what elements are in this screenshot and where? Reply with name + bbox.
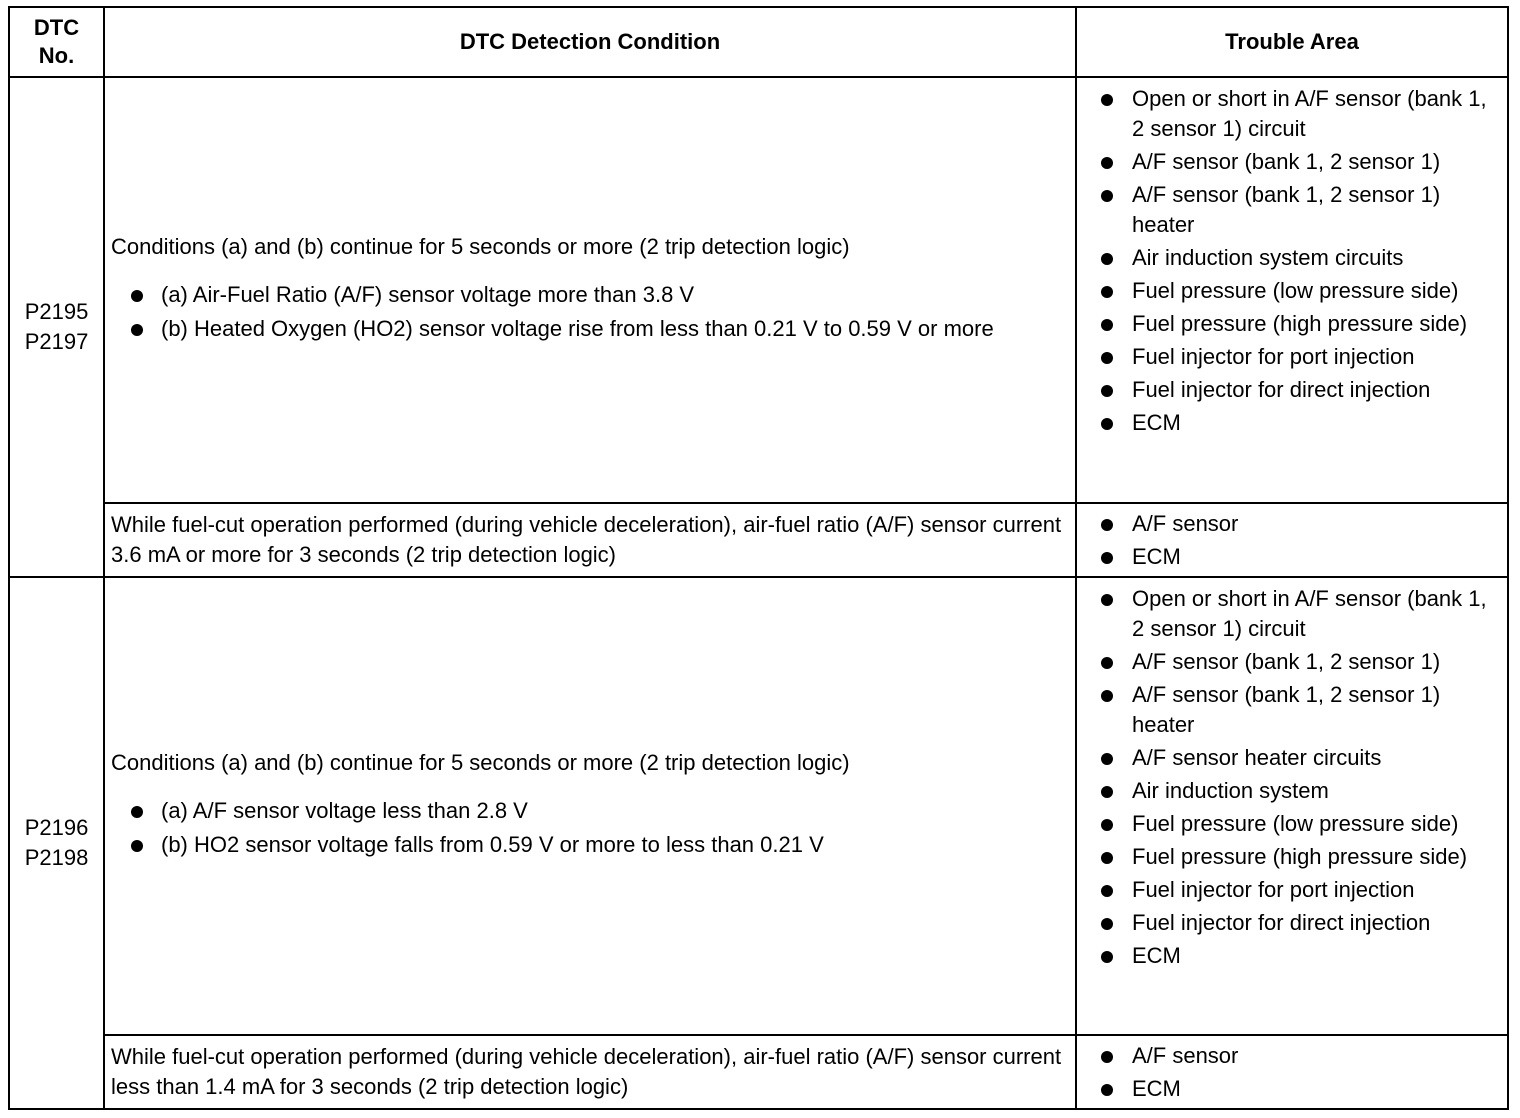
trouble-area-text: Fuel injector for direct injection [1132,377,1431,402]
dtc-table-container [8,6,1509,1110]
bullet-icon [1101,753,1113,765]
bullet-icon [1101,1051,1113,1063]
dtc-code: P2197 [24,329,89,354]
header-dtc-no [9,7,104,77]
condition-item [111,830,1069,860]
trouble-area-cell [1076,1035,1508,1109]
condition-item [111,280,1069,310]
detection-condition-cell [104,577,1076,1035]
trouble-area-text: A/F sensor (bank 1, 2 sensor 1) [1132,649,1441,674]
bullet-icon [1101,319,1113,331]
trouble-area-item [1077,243,1503,273]
bullet-icon [1101,786,1113,798]
bullet-icon [131,324,143,336]
table-row [9,77,1508,503]
trouble-area-cell [1076,77,1508,503]
trouble-area-item [1077,584,1503,644]
condition-item-text: (a) A/F sensor voltage less than 2.8 V [161,798,528,823]
trouble-area-text: Air induction system circuits [1132,245,1404,270]
trouble-area-text: Open or short in A/F sensor (bank 1, 2 sensor 1) circuit [1132,86,1487,141]
trouble-area-text: A/F sensor (bank 1, 2 sensor 1) heater [1132,682,1441,737]
bullet-icon [1101,352,1113,364]
condition-lead-text: Conditions (a) and (b) continue for 5 seconds or more (2 trip detection logic) [111,750,850,775]
table-row [9,577,1508,1035]
bullet-icon [1101,190,1113,202]
condition-item-text: (a) Air-Fuel Ratio (A/F) sensor voltage more than 3.8 V [161,282,695,307]
header-detection-condition: DTC Detection Condition [104,7,1076,77]
trouble-area-item [1077,908,1503,938]
bullet-icon [1101,852,1113,864]
trouble-area-cell [1076,577,1508,1035]
bullet-icon [1101,385,1113,397]
dtc-code: P2198 [24,845,89,870]
trouble-area-text: Fuel injector for port injection [1132,344,1415,369]
trouble-area-list [1077,584,1503,971]
trouble-area-cell [1076,503,1508,577]
trouble-area-text: Fuel pressure (low pressure side) [1132,278,1459,303]
condition-item-text: (b) HO2 sensor voltage falls from 0.59 V or more to less than 0.21 V [161,832,824,857]
trouble-area-text: A/F sensor heater circuits [1132,745,1382,770]
trouble-area-item [1077,743,1503,773]
dtc-code-cell [9,577,104,1109]
trouble-area-item [1077,842,1503,872]
trouble-area-item [1077,180,1503,240]
trouble-area-item [1077,309,1503,339]
trouble-area-text: Fuel pressure (low pressure side) [1132,811,1459,836]
bullet-icon [1101,253,1113,265]
trouble-area-text: Open or short in A/F sensor (bank 1, 2 sensor 1) circuit [1132,586,1487,641]
trouble-area-text: ECM [1132,410,1181,435]
trouble-area-item [1077,680,1503,740]
bullet-icon [1101,819,1113,831]
trouble-area-item [1077,84,1503,144]
dtc-code: P2195 [24,299,89,324]
bullet-icon [1101,157,1113,169]
trouble-area-text: A/F sensor [1132,1042,1239,1068]
trouble-area-list [1077,1041,1503,1104]
trouble-area-text: Fuel pressure (high pressure side) [1132,844,1468,869]
table-row [9,503,1508,577]
dtc-code: P2196 [24,815,89,840]
trouble-area-item [1077,1041,1503,1071]
trouble-area-item [1077,776,1503,806]
bullet-icon [1101,594,1113,606]
trouble-area-item [1077,276,1503,306]
trouble-area-item [1077,542,1503,572]
trouble-area-item [1077,809,1503,839]
detection-condition-cell: While fuel-cut operation performed (during vehicle deceleration), air-fuel ratio (A/F) sensor current less than 1.4 mA for 3 seconds (2 trip detection logic) [104,1035,1076,1109]
dtc-table [8,6,1509,1110]
trouble-area-item [1077,342,1503,372]
condition-item [111,796,1069,826]
trouble-area-item [1077,875,1503,905]
trouble-area-text: Fuel injector for direct injection [1132,910,1431,935]
bullet-icon [1101,519,1113,531]
trouble-area-text: Fuel injector for port injection [1132,877,1415,902]
trouble-area-text: A/F sensor (bank 1, 2 sensor 1) heater [1132,182,1441,237]
header-row [9,7,1508,77]
bullet-icon [131,290,143,302]
header-dtc-line2: No. [38,43,75,68]
trouble-area-item [1077,408,1503,438]
bullet-icon [1101,885,1113,897]
trouble-area-item [1077,1074,1503,1104]
table-row [9,1035,1508,1109]
trouble-area-text: A/F sensor (bank 1, 2 sensor 1) [1132,149,1441,174]
bullet-icon [1101,918,1113,930]
trouble-area-item [1077,509,1503,539]
bullet-icon [1101,286,1113,298]
condition-lead-text: Conditions (a) and (b) continue for 5 seconds or more (2 trip detection logic) [111,234,850,259]
trouble-area-item [1077,647,1503,677]
trouble-area-text: ECM [1132,543,1181,569]
bullet-icon [1101,418,1113,430]
trouble-area-item [1077,941,1503,971]
condition-item [111,314,1069,344]
detection-condition-cell [104,77,1076,503]
dtc-code-cell [9,77,104,577]
condition-list [111,796,1069,860]
bullet-icon [1101,951,1113,963]
bullet-icon [1101,552,1113,564]
header-dtc-line1: DTC [33,15,80,40]
trouble-area-item [1077,147,1503,177]
trouble-area-text: ECM [1132,943,1181,968]
trouble-area-text: ECM [1132,1075,1181,1101]
condition-list [111,280,1069,344]
trouble-area-text: A/F sensor [1132,510,1239,536]
trouble-area-text: Fuel pressure (high pressure side) [1132,311,1468,336]
condition-item-text: (b) Heated Oxygen (HO2) sensor voltage rise from less than 0.21 V to 0.59 V or more [161,316,994,341]
trouble-area-item [1077,375,1503,405]
bullet-icon [1101,657,1113,669]
trouble-area-list [1077,509,1503,572]
bullet-icon [1101,1084,1113,1096]
bullet-icon [131,806,143,818]
trouble-area-list [1077,84,1503,438]
trouble-area-text: Air induction system [1132,778,1329,803]
bullet-icon [1101,690,1113,702]
bullet-icon [1101,94,1113,106]
bullet-icon [131,840,143,852]
header-trouble-area: Trouble Area [1076,7,1508,77]
detection-condition-cell: While fuel-cut operation performed (during vehicle deceleration), air-fuel ratio (A/F) sensor current 3.6 mA or more for 3 seconds (2 trip detection logic) [104,503,1076,577]
